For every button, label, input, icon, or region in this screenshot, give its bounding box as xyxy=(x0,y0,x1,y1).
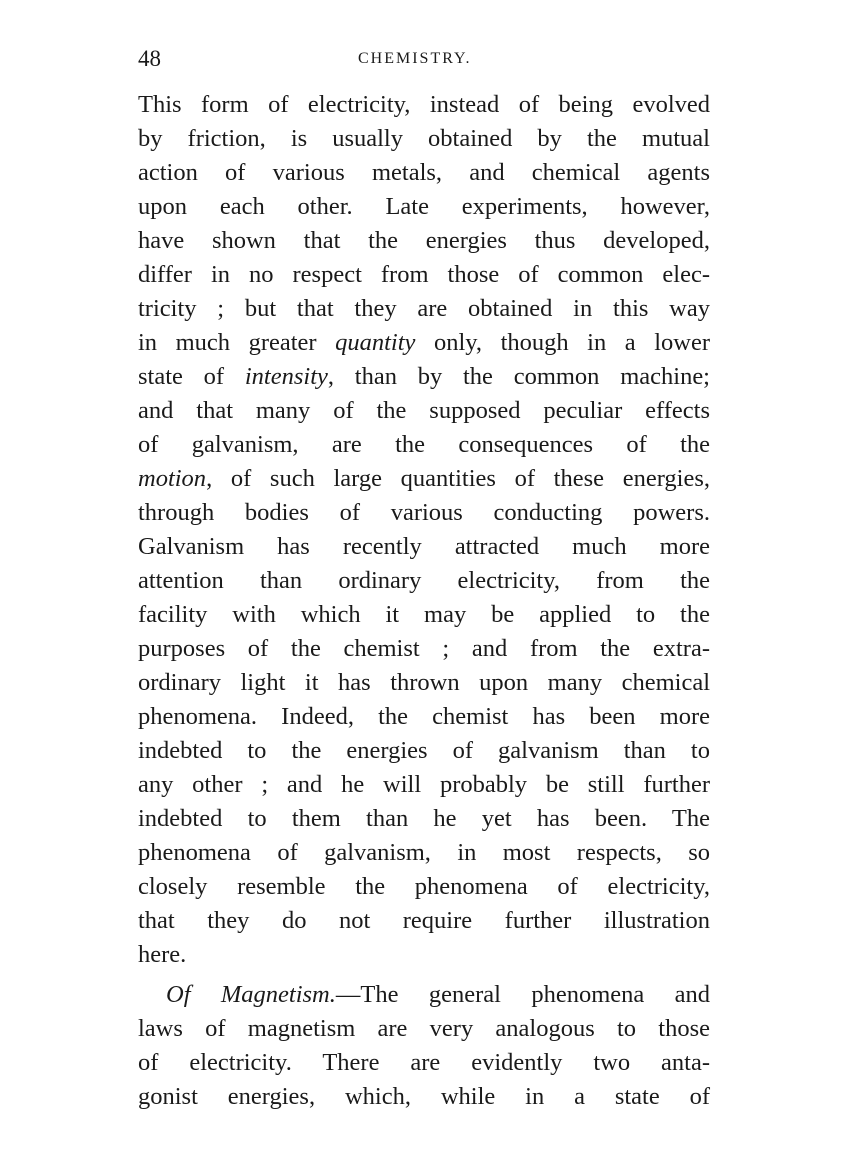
text-line: any other ; and he will probably be still further xyxy=(138,771,710,798)
text-line: closely resemble the phenomena of electricity, xyxy=(138,873,710,900)
line-text: in much greater xyxy=(138,329,336,356)
page-number: 48 xyxy=(138,46,161,71)
section-heading: Of Magnetism. xyxy=(166,981,336,1008)
line-text: , than by the common machine; xyxy=(327,363,710,390)
page-header xyxy=(138,46,708,76)
paragraph-galvanism xyxy=(138,88,710,972)
text-line: indebted to them than he yet has been. The xyxy=(138,805,710,832)
text-line: of electricity. There are evidently two anta- xyxy=(138,1049,710,1076)
text-line xyxy=(138,360,710,394)
emphasized-word: intensity xyxy=(244,363,328,390)
text-line: have shown that the energies thus developed, xyxy=(138,227,710,254)
text-line: here. xyxy=(138,941,187,968)
text-line xyxy=(138,462,710,496)
text-line: attention than ordinary electricity, from the xyxy=(138,567,710,594)
body-text xyxy=(138,88,710,1114)
text-line: tricity ; but that they are obtained in this way xyxy=(138,295,710,322)
text-line xyxy=(138,326,710,360)
emphasized-word: quantity xyxy=(335,329,416,356)
text-line: and that many of the supposed peculiar effects xyxy=(138,397,710,424)
paragraph-magnetism xyxy=(138,978,710,1114)
text-line: gonist energies, which, while in a state of xyxy=(138,1083,710,1110)
text-line: action of various metals, and chemical agents xyxy=(138,159,710,186)
running-head: CHEMISTRY. xyxy=(358,50,472,67)
text-line: differ in no respect from those of common elec- xyxy=(138,261,710,288)
text-line: Galvanism has recently attracted much more xyxy=(138,533,710,560)
line-text: —The general phenomena and xyxy=(335,981,711,1008)
text-line: indebted to the energies of galvanism than to xyxy=(138,737,710,764)
text-line: This form of electricity, instead of being evolved xyxy=(138,91,710,118)
emphasized-word: motion xyxy=(138,465,207,492)
line-text: state of xyxy=(138,363,245,390)
line-text: only, though in a lower xyxy=(415,329,710,356)
text-line: of galvanism, are the consequences of the xyxy=(138,431,710,458)
text-line: laws of magnetism are very analogous to those xyxy=(138,1015,710,1042)
text-line xyxy=(138,978,710,1012)
line-text: , of such large quantities of these energies, xyxy=(206,465,710,492)
text-line: upon each other. Late experiments, however, xyxy=(138,193,710,220)
text-line: through bodies of various conducting powers. xyxy=(138,499,710,526)
text-line: facility with which it may be applied to the xyxy=(138,601,710,628)
text-line: purposes of the chemist ; and from the extra- xyxy=(138,635,710,662)
text-line: phenomena. Indeed, the chemist has been more xyxy=(138,703,710,730)
text-line: that they do not require further illustration xyxy=(138,907,710,934)
text-line: by friction, is usually obtained by the mutual xyxy=(138,125,710,152)
text-line: phenomena of galvanism, in most respects, so xyxy=(138,839,710,866)
text-line: ordinary light it has thrown upon many chemical xyxy=(138,669,710,696)
